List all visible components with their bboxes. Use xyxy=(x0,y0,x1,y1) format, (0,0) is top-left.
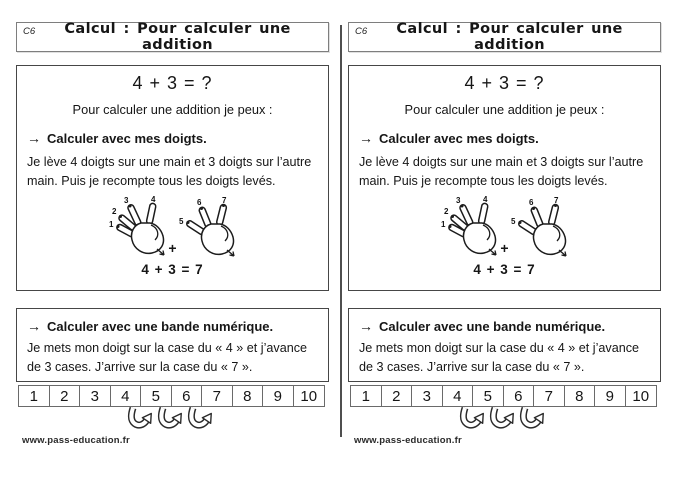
band-cell: 10 xyxy=(632,387,650,405)
lesson-code: C6 xyxy=(355,26,368,37)
page-title: Calcul : Pour calculer une addition xyxy=(396,21,623,53)
band-cell: 2 xyxy=(50,386,81,406)
band-cell: 9 xyxy=(263,386,294,406)
hop-arrow-icon xyxy=(458,407,484,431)
left-hand-icon xyxy=(439,196,499,260)
finger-label: 2 xyxy=(444,206,449,216)
page-title: Calcul : Pour calculer une addition xyxy=(64,21,291,53)
hop-arrows xyxy=(348,407,661,432)
finger-label: 3 xyxy=(124,195,129,205)
method1-heading-label: Calculer avec mes doigts. xyxy=(379,131,539,146)
finger-label: 3 xyxy=(456,195,461,205)
header-box xyxy=(16,22,329,52)
right-arrow-icon: → xyxy=(27,130,41,146)
finger-label: 4 xyxy=(151,195,156,204)
lesson-box xyxy=(348,65,661,291)
method1-heading-label: Calculer avec mes doigts. xyxy=(47,131,207,146)
band-box xyxy=(348,308,661,382)
method1-heading xyxy=(27,130,318,146)
right-arrow-icon: → xyxy=(27,318,41,334)
plus-sign: + xyxy=(168,239,177,256)
finger-label: 1 xyxy=(441,219,446,229)
finger-label: 7 xyxy=(221,195,227,205)
right-arrow-icon: → xyxy=(359,318,373,334)
right-hand-icon xyxy=(510,196,570,260)
method1-body: Je lève 4 doigts sur une main et 3 doigts sur l’autre main. Puis je recompte tous les doigts levés. xyxy=(359,155,644,188)
band-cell: 1 xyxy=(19,386,50,406)
method2-body: Je mets mon doigt sur la case du « 4 » et j’avance de 3 cases. J’arrive sur la case du « 7 ». xyxy=(359,341,640,374)
equation-question: 4 + 3 = ? xyxy=(132,73,213,93)
band-cell: 7 xyxy=(202,386,233,406)
method1-body: Je lève 4 doigts sur une main et 3 doigts sur l’autre main. Puis je recompte tous les doigts levés. xyxy=(27,155,312,188)
worksheet-column-left xyxy=(16,22,329,446)
intro-text: Pour calculer une addition je peux : xyxy=(72,102,273,117)
finger-label: 7 xyxy=(553,195,559,205)
hop-arrow-icon xyxy=(156,407,182,431)
hop-arrow-icon xyxy=(126,407,152,431)
lesson-code: C6 xyxy=(23,26,36,37)
method2-body: Je mets mon doigt sur la case du « 4 » et j’avance de 3 cases. J’arrive sur la case du « 7 ». xyxy=(27,341,308,374)
equation-answer: 4 + 3 = 7 xyxy=(141,261,204,277)
band-cell: 4 xyxy=(111,386,142,406)
finger-label: 1 xyxy=(109,219,114,229)
band-cell: 6 xyxy=(504,386,535,406)
band-box xyxy=(16,308,329,382)
band-cell: 4 xyxy=(443,386,474,406)
column-divider xyxy=(340,25,342,437)
band-cell: 5 xyxy=(473,386,504,406)
hands-figure xyxy=(103,194,243,260)
band-cell: 3 xyxy=(412,386,443,406)
plus-sign: + xyxy=(500,239,509,256)
band-cell: 2 xyxy=(382,386,413,406)
method2-heading xyxy=(27,318,318,334)
worksheet-column-right xyxy=(348,22,661,446)
method2-heading-label: Calculer avec une bande numérique. xyxy=(379,319,606,334)
method2-heading-label: Calculer avec une bande numérique. xyxy=(47,319,274,334)
right-arrow-icon: → xyxy=(359,130,373,146)
band-cell: 1 xyxy=(351,386,382,406)
band-cell: 9 xyxy=(595,386,626,406)
finger-label: 4 xyxy=(483,195,488,204)
finger-label: 6 xyxy=(196,197,202,207)
band-cell: 8 xyxy=(233,386,264,406)
hop-arrow-icon xyxy=(518,407,544,431)
band-cell: 10 xyxy=(300,387,318,405)
band-cell: 6 xyxy=(172,386,203,406)
method1-heading xyxy=(359,130,650,146)
band-cell: 7 xyxy=(534,386,565,406)
finger-label: 6 xyxy=(528,197,534,207)
equation-answer: 4 + 3 = 7 xyxy=(473,261,536,277)
lesson-box xyxy=(16,65,329,291)
hands-figure xyxy=(435,194,575,260)
finger-label: 2 xyxy=(112,206,117,216)
hop-arrow-icon xyxy=(186,407,212,431)
number-band xyxy=(18,385,325,407)
intro-text: Pour calculer une addition je peux : xyxy=(404,102,605,117)
hop-arrows xyxy=(16,407,329,432)
site-footer: www.pass-education.fr xyxy=(22,435,130,446)
site-footer: www.pass-education.fr xyxy=(354,435,462,446)
equation-question: 4 + 3 = ? xyxy=(464,73,545,93)
band-cell: 5 xyxy=(141,386,172,406)
method2-heading xyxy=(359,318,650,334)
band-cell: 3 xyxy=(80,386,111,406)
right-hand-icon xyxy=(178,196,238,260)
header-box xyxy=(348,22,661,52)
left-hand-icon xyxy=(107,196,167,260)
finger-label: 5 xyxy=(178,216,184,226)
number-band xyxy=(350,385,657,407)
band-cell: 8 xyxy=(565,386,596,406)
finger-label: 5 xyxy=(510,216,516,226)
hop-arrow-icon xyxy=(488,407,514,431)
